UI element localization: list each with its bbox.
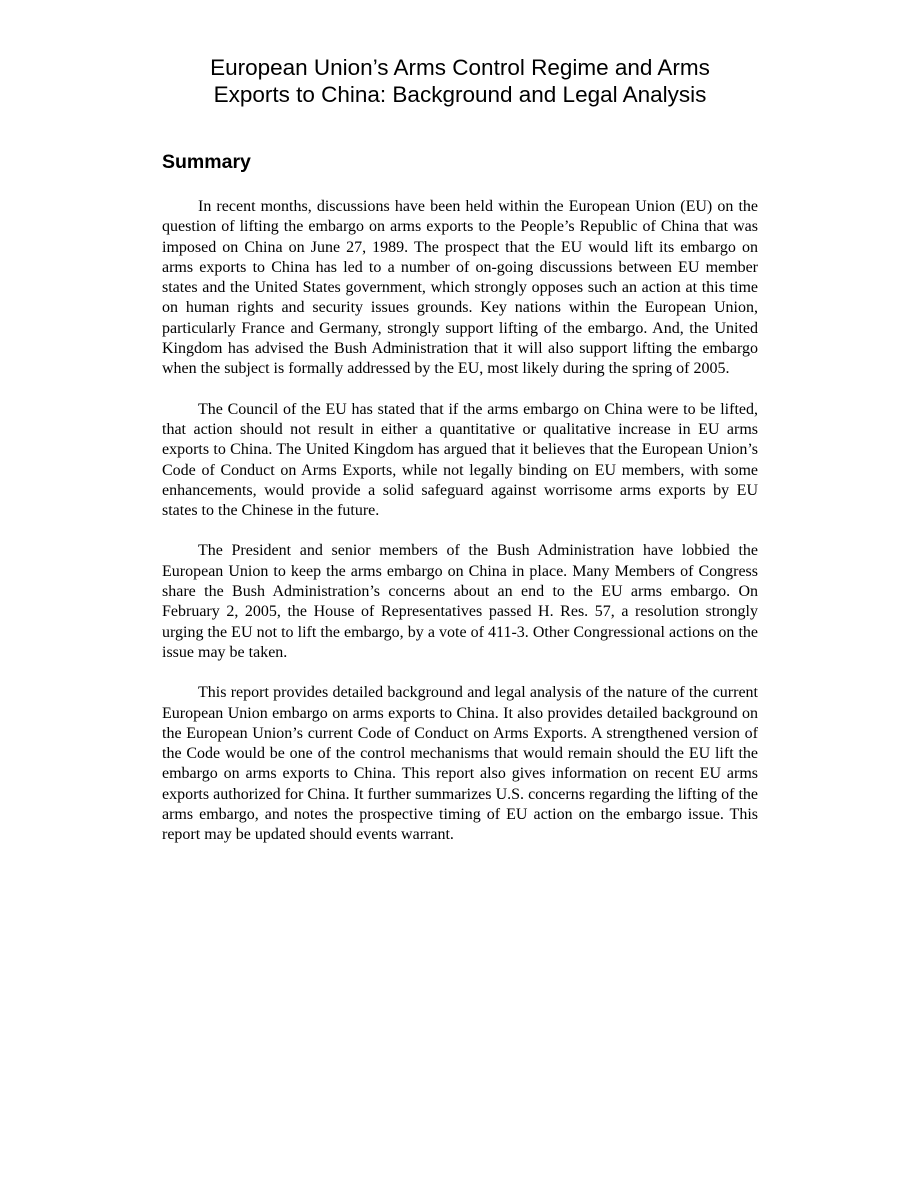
section-heading-summary: Summary <box>162 151 251 173</box>
title-line-2: Exports to China: Background and Legal Analysis <box>213 82 707 107</box>
document-title <box>162 54 758 108</box>
summary-paragraph-2: The Council of the EU has stated that if the arms embargo on China were to be lifted, that action should not result in either a quantitative or qualitative increase in EU arms exports to China. The United Kingdom has argued that it believes that the European Union’s Code of Conduct on Arms Exports, while not legally binding on EU members, with some enhancements, would provide a solid safeguard against worrisome arms exports by EU states to the Chinese in the future. <box>162 400 758 520</box>
title-line-1: European Union’s Arms Control Regime and Arms <box>210 55 710 80</box>
document-page <box>162 54 758 846</box>
summary-paragraph-3: The President and senior members of the Bush Administration have lobbied the European Union to keep the arms embargo on China in place. Many Members of Congress share the Bush Administration’s concerns about an end to the EU arms embargo. On February 2, 2005, the House of Representatives passed H. Res. 57, a resolution strongly urging the EU not to lift the embargo, by a vote of 411-3. Other Congressional actions on the issue may be taken. <box>162 542 758 661</box>
summary-paragraph-1: In recent months, discussions have been held within the European Union (EU) on the question of lifting the embargo on arms exports to the People’s Republic of China that was imposed on China on June 27, 1989. The prospect that the EU would lift its embargo on arms exports to China has led to a number of on-going discussions between EU member states and the United States government, which strongly opposes such an action at this time on human rights and security issues grounds. Key nations within the European Union, particularly France and Germany, strongly support lifting of the embargo. And, the United Kingdom has advised the Bush Administration that it will also support lifting the embargo when the subject is formally addressed by the EU, most likely during the spring of 2005. <box>162 198 758 378</box>
summary-paragraph-4: This report provides detailed background and legal analysis of the nature of the current European Union embargo on arms exports to China. It also provides detailed background on the European Union’s current Code of Conduct on Arms Exports. A strengthened version of the Code would be one of the control mechanisms that would remain should the EU lift the embargo on arms exports to China. This report also gives information on recent EU arms exports authorized for China. It further summarizes U.S. concerns regarding the lifting of the arms embargo, and notes the prospective timing of EU action on the embargo issue. This report may be updated should events warrant. <box>162 684 758 844</box>
